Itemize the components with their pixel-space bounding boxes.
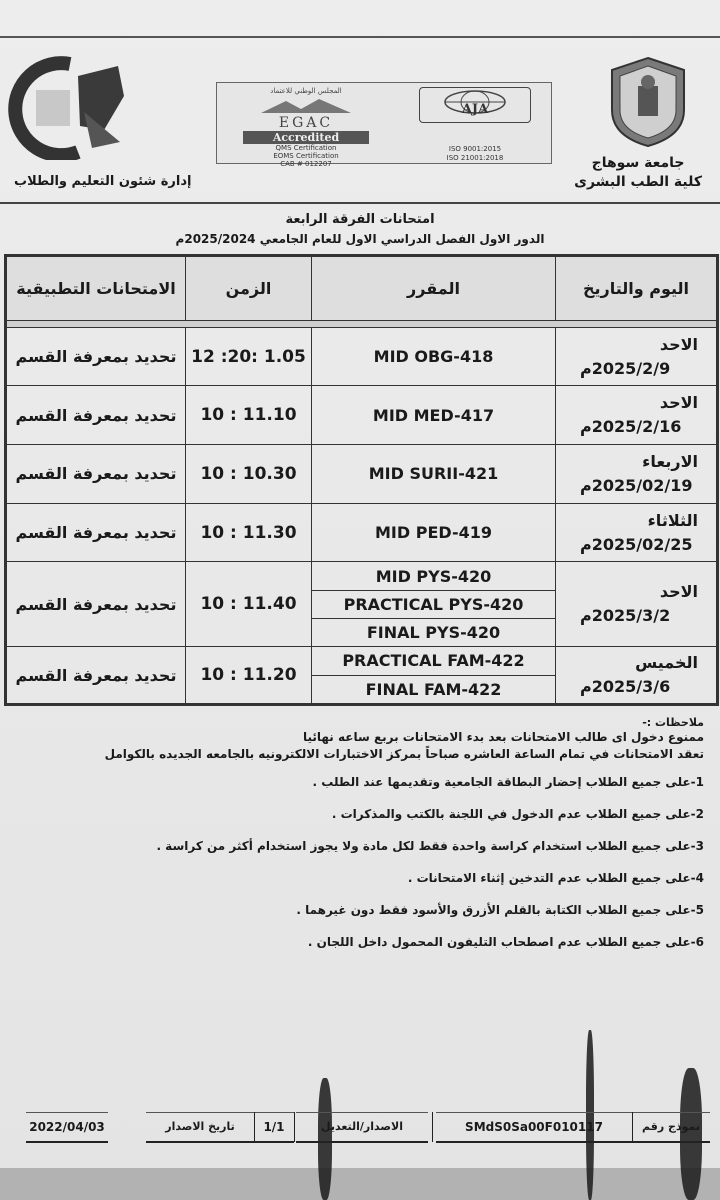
footer-divider <box>432 1112 433 1142</box>
practical-cell: تحديد بمعرفة القسم <box>6 562 186 647</box>
iso-9001: ISO 9001:2015 <box>448 145 502 153</box>
footer-divider <box>294 1112 295 1142</box>
header-practical: الامتحانات التطبيقية <box>6 256 186 321</box>
day-name: الخميس <box>635 653 698 673</box>
course-cell: FINAL PYS-420 <box>312 618 556 646</box>
practical-cell: تحديد بمعرفة القسم <box>6 445 186 504</box>
table-header-row <box>6 256 718 321</box>
table-row <box>6 562 718 590</box>
time-cell: 12 :20: 1.05 <box>186 327 312 386</box>
course-cell: MID MED-417 <box>312 386 556 445</box>
practical-cell: تحديد بمعرفة القسم <box>6 503 186 562</box>
rule-item: 2-على جميع الطلاب عدم الدخول في اللجنة بالكتب والمذكرات . <box>331 807 704 821</box>
issue-date-label: تاريخ الاصدار <box>146 1112 254 1143</box>
egac-line-3: CAB # 012207 <box>280 160 332 168</box>
header-separator <box>6 320 718 327</box>
egac-arabic-text: المجلس الوطني للاعتماد <box>270 87 342 95</box>
sohag-university-logo <box>608 56 688 148</box>
exam-title: امتحانات الفرقة الرابعة <box>285 212 435 227</box>
egac-badge <box>231 87 381 168</box>
table-row <box>6 386 718 445</box>
exam-date: 2025/3/6م <box>580 677 671 697</box>
exam-date: 2025/02/25م <box>580 534 693 554</box>
practical-cell: تحديد بمعرفة القسم <box>6 327 186 386</box>
version-label: الاصدار/التعديل <box>296 1112 428 1143</box>
globe-icon <box>419 87 531 123</box>
aja-badge <box>413 87 537 162</box>
faculty-of-medicine-logo <box>8 56 140 160</box>
notes-section <box>14 716 704 961</box>
exam-date: 2025/2/16م <box>580 417 682 437</box>
day-name: الاحد <box>659 334 698 354</box>
exam-subtitle: الدور الاول الفصل الدراسي الاول للعام الجامعي 2025/2024م <box>175 232 545 246</box>
notes-line-1: ممنوع دخول اى طالب الامتحانات بعد بدء الامتحانات بربع ساعه نهائيا <box>302 730 704 744</box>
exam-date: 2025/3/2م <box>580 606 671 626</box>
course-cell: PRACTICAL PYS-420 <box>312 590 556 618</box>
egac-accredited: Accredited <box>243 131 369 144</box>
issue-date: 2022/04/03 <box>26 1112 108 1143</box>
course-cell: FINAL FAM-422 <box>312 675 556 704</box>
faculty-name: كلية الطب البشرى <box>574 174 702 190</box>
table-row <box>6 445 718 504</box>
university-name <box>574 154 702 192</box>
rule-item: 6-على جميع الطلاب عدم اصطحاب التليفون المحمول داخل اللجان . <box>307 935 704 949</box>
course-cell: MID PED-419 <box>312 503 556 562</box>
table-row <box>6 327 718 386</box>
date-cell <box>556 327 718 386</box>
iso-21001: ISO 21001:2018 <box>446 154 504 162</box>
footer-divider <box>254 1112 255 1142</box>
egac-name: EGAC <box>278 115 334 131</box>
header-course: المقرر <box>312 256 556 321</box>
time-cell: 10 : 10.30 <box>186 445 312 504</box>
date-cell <box>556 562 718 647</box>
rule-item: 1-على جميع الطلاب إحضار البطاقة الجامعية وتقديمها عند الطلب . <box>312 775 704 789</box>
time-cell: 10 : 11.20 <box>186 647 312 705</box>
time-cell: 10 : 11.10 <box>186 386 312 445</box>
certification-box <box>216 82 552 168</box>
header-time: الزمن <box>186 256 312 321</box>
egac-line-1: QMS Certification <box>275 144 337 152</box>
course-cell: MID OBG-418 <box>312 327 556 386</box>
exam-schedule-table <box>4 254 719 706</box>
date-cell <box>556 503 718 562</box>
form-number-label: نموذج رقم <box>632 1112 710 1143</box>
date-cell <box>556 647 718 705</box>
page-number: 1/1 <box>254 1112 294 1143</box>
day-name: الثلاثاء <box>647 510 698 530</box>
table-row <box>6 647 718 675</box>
header-date: اليوم والتاريخ <box>556 256 718 321</box>
university-name-line1: جامعة سوهاج <box>591 155 685 171</box>
date-cell <box>556 386 718 445</box>
rule-item: 4-على جميع الطلاب عدم التدخين إثناء الامتحانات . <box>407 871 704 885</box>
form-code: SMdS0Sa00F010117 <box>436 1112 632 1143</box>
table-row <box>6 503 718 562</box>
rule-item: 3-على جميع الطلاب استخدام كراسة واحدة فقط لكل مادة ولا يجوز استخدام أكثر من كراسة . <box>156 839 704 853</box>
rule-item: 5-على جميع الطلاب الكتابة بالقلم الأزرق والأسود فقط دون غيرهما . <box>296 903 704 917</box>
aja-name: AJA <box>461 102 489 117</box>
practical-cell: تحديد بمعرفة القسم <box>6 647 186 705</box>
practical-cell: تحديد بمعرفة القسم <box>6 386 186 445</box>
date-cell <box>556 445 718 504</box>
notes-line-2: تعقد الامتحانات في تمام الساعة العاشره صباحاً بمركز الاختبارات الالكترونيه بالجامعه الجديده بالكوامل <box>104 747 704 761</box>
footer-divider <box>632 1112 633 1142</box>
course-cell: MID PYS-420 <box>312 562 556 590</box>
day-name: الاحد <box>659 582 698 602</box>
course-cell: MID SURII-421 <box>312 445 556 504</box>
time-cell: 10 : 11.40 <box>186 562 312 647</box>
document-footer <box>26 1112 710 1142</box>
scan-smudge <box>0 1168 720 1200</box>
department-name: إدارة شئون التعليم والطلاب <box>14 174 192 189</box>
notes-heading: ملاحظات :- <box>642 716 704 729</box>
day-name: الاربعاء <box>642 451 698 471</box>
time-cell: 10 : 11.30 <box>186 503 312 562</box>
day-name: الاحد <box>659 393 698 413</box>
mountain-icon <box>261 99 351 113</box>
exam-date: 2025/02/19م <box>580 475 693 495</box>
exam-date: 2025/2/9م <box>580 358 671 378</box>
egac-line-2: EOMS Certification <box>273 152 339 160</box>
top-border <box>0 36 720 38</box>
course-cell: PRACTICAL FAM-422 <box>312 647 556 675</box>
header-divider <box>0 202 720 204</box>
